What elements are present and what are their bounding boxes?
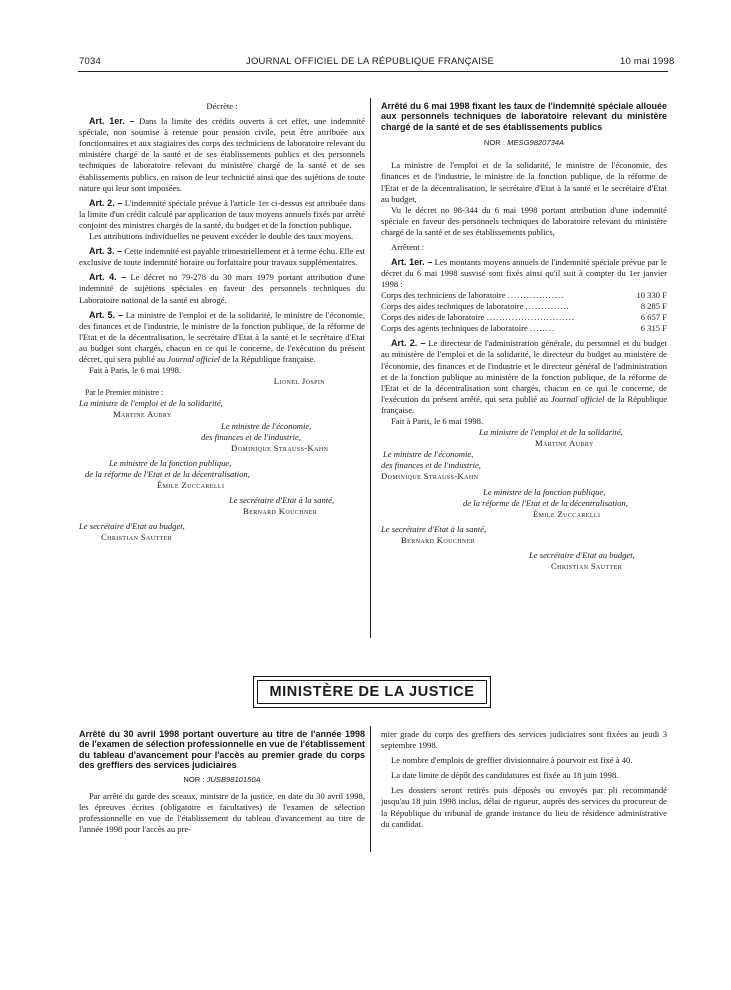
article-5 <box>79 310 365 365</box>
arrete-signature-2-name: Dominique Strauss-Kahn <box>381 471 479 482</box>
table-cell-amount: 6 315 F <box>640 323 667 334</box>
article-2-para-2: Les attributions individuelles ne peuvent excéder le double des taux moyens. <box>89 231 354 242</box>
signature-4-role: Le secrétaire d'Etat à la santé, <box>229 495 335 506</box>
header-rule <box>78 71 668 72</box>
arrete-column <box>381 101 667 572</box>
decree-column <box>79 101 365 543</box>
arretent-heading: Arrêtent : <box>391 241 425 252</box>
signature-1-name: Martine Aubry <box>113 409 172 420</box>
arrete-vu: Vu le décret no 98-344 du 6 mai 1998 portant attribution d'une indemnité spéciale en faveur des personnels techniques de laboratoire relevant du ministère chargé de la santé et de ses établissements publics, <box>381 204 667 237</box>
signature-2-name: Dominique Strauss-Kahn <box>231 442 329 453</box>
arrete-article-1-label: Art. 1er. – <box>391 257 433 268</box>
table-row <box>381 312 667 323</box>
article-5-label: Art. 5. – <box>89 309 124 320</box>
amounts-table <box>381 290 667 334</box>
justice-para-3: Le nombre d'emplois de greffier divisionnaire à pourvoir est fixé à 40. <box>391 755 633 766</box>
column-divider-bottom <box>370 726 371 852</box>
arrete-article-2-label: Art. 2. – <box>391 338 426 349</box>
page-number: 7034 <box>79 56 101 67</box>
signer-name: Lionel Jospin <box>273 376 325 387</box>
decrete-heading: Décrète : <box>206 101 238 111</box>
table-cell-label: Corps des aides de laboratoire ............................ <box>381 312 575 323</box>
article-1-label: Art. 1er. – <box>89 116 135 127</box>
ministry-section-title: MINISTÈRE DE LA JUSTICE <box>257 680 487 704</box>
table-cell-label: Corps des aides techniques de laboratoire .............. <box>381 301 570 312</box>
justice-arrete-column <box>79 729 365 835</box>
signature-3-role-line-1: Le ministre de la fonction publique, <box>109 457 232 468</box>
nor-label: NOR : <box>183 774 205 784</box>
arrete-title: Arrêté du 6 mai 1998 fixant les taux de l'indemnité spéciale allouée aux personnels techniques de laboratoire relevant du ministère chargé de la santé et de ses établissements publics <box>381 101 667 132</box>
justice-continuation-column <box>381 729 667 830</box>
table-cell-label: Corps des techniciens de laboratoire .................. <box>381 290 565 301</box>
arrete-fait-a-paris: Fait à Paris, le 6 mai 1998. <box>391 416 484 426</box>
arrete-article-2-end: de la République française. <box>381 393 668 415</box>
signature-1-role: La ministre de l'emploi et de la solidarité, <box>79 398 223 409</box>
ministry-section-box <box>253 676 491 708</box>
signature-2-role-line-1: Le ministre de l'économie, <box>221 420 312 431</box>
table-cell-amount: 6 657 F <box>640 312 667 323</box>
article-1-text: Dans la limite des crédits ouverts à cet effet, une indemnité spéciale, non soumise à retenue pour pension civile, peut être attribuée aux fonctionnaires et aux stagiaires des corps des techniciens de laboratoire relevant du ministère chargé de la santé et de ses établissements publics et des personnels techniques de laboratoire relevant du ministère chargé de la santé et de ses établissements publics, en raison de leur technicité ainsi que des sujétions de toute nature qui leur sont imposées. <box>79 116 366 193</box>
fait-a-paris: Fait à Paris, le 6 mai 1998. <box>89 365 182 376</box>
article-4-label: Art. 4. – <box>89 272 127 283</box>
arrete-signature-5-role: Le secrétaire d'Etat au budget, <box>529 550 635 561</box>
article-5-text: La ministre de l'emploi et de la solidarité, le ministre de l'économie, des finances et de l'industrie, le ministre de la fonction publique, de la réforme de l'Etat et de la décentralisation, le secrétaire d'Etat à la santé et le secrétaire d'Etat au budget sont chargés, chacun en ce qui le concerne, de l'exécution du présent décret, qui sera publié au <box>79 309 365 364</box>
header-date: 10 mai 1998 <box>620 56 675 67</box>
article-4-text: Le décret no 79-278 du 30 mars 1979 portant attribution d'une indemnité de sujétions spéciales en faveur des personnels techniques du Laboratoire national de la santé est abrogé. <box>79 272 365 305</box>
article-4 <box>79 272 365 305</box>
arrete-signature-2-role-line-1: Le ministre de l'économie, <box>383 449 474 460</box>
table-row <box>381 323 667 334</box>
arrete-signature-3-role-line-2: de la réforme de l'Etat et de la décentralisation, <box>463 497 628 508</box>
journal-title: JOURNAL OFFICIEL DE LA RÉPUBLIQUE FRANÇAISE <box>246 56 495 67</box>
nor-code: JUSB9810150A <box>206 774 261 784</box>
signature-3-role-line-2: de la réforme de l'Etat et de la décentralisation, <box>85 468 250 479</box>
arrete-article-1 <box>381 257 667 290</box>
table-row <box>381 290 667 301</box>
table-row <box>381 301 667 312</box>
table-cell-label: Corps des agents techniques de laboratoire ........ <box>381 323 556 334</box>
signature-2-role-line-2: des finances et de l'industrie, <box>201 431 301 442</box>
par-le-premier-ministre: Par le Premier ministre : <box>85 388 164 398</box>
article-3-label: Art. 3. – <box>89 246 123 257</box>
arrete-article-2 <box>381 338 667 416</box>
justice-arrete-para-1: Par arrêté du garde des sceaux, ministre de la justice, en date du 30 avril 1998, les épreuves écrites (obligatoire et facultatives) de l'examen de sélection professionnelle en vue de l'établissement du tableau d'avancement au titre de l'année 1998 pour l'accès au pre- <box>79 790 365 834</box>
justice-para-2: mier grade du corps des greffiers des services judiciaires sont fixées au jeudi 3 septembre 1998. <box>381 729 667 751</box>
justice-arrete-title: Arrêté du 30 avril 1998 portant ouverture au titre de l'année 1998 de l'examen de sélection professionnelle en vue de l'établissement du tableau d'avancement pour l'accès au premier grade du corps des greffiers des services judiciaires <box>79 729 365 771</box>
arrete-preamble: La ministre de l'emploi et de la solidarité, le ministre de l'économie, des finances et de l'industrie, le ministre de la fonction publique, de la réforme de l'Etat et de la décentralisation, le secrétaire d'Etat à la santé et le secrétaire d'Etat au budget, <box>381 160 667 204</box>
arrete-signature-1-role: La ministre de l'emploi et de la solidarité, <box>479 427 623 438</box>
nor-label: NOR : <box>483 138 505 148</box>
arrete-signature-4-role: Le secrétaire d'Etat à la santé, <box>381 523 487 534</box>
column-divider-top <box>370 98 371 638</box>
signature-5-role: Le secrétaire d'Etat au budget, <box>79 521 185 532</box>
table-cell-amount: 8 285 F <box>640 301 667 312</box>
arrete-signature-4-name: Bernard Kouchner <box>401 534 476 545</box>
arrete-article-1-text: Les montants moyens annuels de l'indemnité spéciale prévue par le décret du 6 mai 1998 susvisé sont fixés ainsi qu'il suit à compter du 1er janvier 1998 : <box>381 257 667 290</box>
article-3 <box>79 246 365 268</box>
arrete-article-2-text: Le directeur de l'administration générale, du personnel et du budget au ministère de l'emploi et de la solidarité, le directeur du budget au ministère de l'économie, des finances et de l'industrie et le directeur général de l'administration et de la fonction publique au ministère de la fonction publique, de la réforme de l'Etat et de la décentralisation sont chargés, chacun en ce qui le concerne, de l'exécution du présent arrêté, qui sera publié au <box>381 338 668 404</box>
justice-para-4: La date limite de dépôt des candidatures est fixée au 18 juin 1998. <box>391 770 619 781</box>
article-2-label: Art. 2. – <box>89 197 123 208</box>
article-5-end: de la République française. <box>222 353 316 364</box>
arrete-signature-3-name: Émile Zuccarelli <box>533 508 601 519</box>
nor-reference <box>381 137 667 148</box>
arrete-signature-3-role-line-1: Le ministre de la fonction publique, <box>483 486 606 497</box>
justice-nor-reference <box>79 774 365 785</box>
arrete-signature-2-role-line-2: des finances et de l'industrie, <box>381 460 481 471</box>
article-3-text: Cette indemnité est payable trimestriellement et à terme échu. Elle est exclusive de toute indemnité horaire ou forfaitaire pour travaux supplémentaires. <box>79 246 365 268</box>
table-cell-amount: 10 330 F <box>636 290 667 301</box>
signature-3-name: Émile Zuccarelli <box>157 480 225 490</box>
article-1 <box>79 116 365 194</box>
article-2 <box>79 198 365 231</box>
journal-officiel-ref: Journal officiel <box>550 393 605 404</box>
justice-para-5: Les dossiers seront retirés puis déposés ou envoyés par pli recommandé jusqu'au 18 juin 1998 inclus, délai de rigueur, auprès des services du procureur de la République du tribunal de grande instance du lieu de résidence administrative du candidat. <box>381 785 667 829</box>
signature-4-name: Bernard Kouchner <box>243 506 318 517</box>
article-2-text: L'indemnité spéciale prévue à l'article 1er ci-dessus est attribuée dans la limite d'un crédit calculé par application de taux moyens annuels fixés par arrêté conjoint des ministres chargés de la santé, du budget et de la fonction publique. <box>79 197 365 230</box>
arrete-signature-1-name: Martine Aubry <box>535 438 594 449</box>
journal-officiel-ref: Journal officiel <box>167 353 221 364</box>
nor-code: MESG9820734A <box>507 138 565 148</box>
arrete-signature-5-name: Christian Sautter <box>551 561 623 572</box>
signature-5-name: Christian Sautter <box>101 532 173 543</box>
